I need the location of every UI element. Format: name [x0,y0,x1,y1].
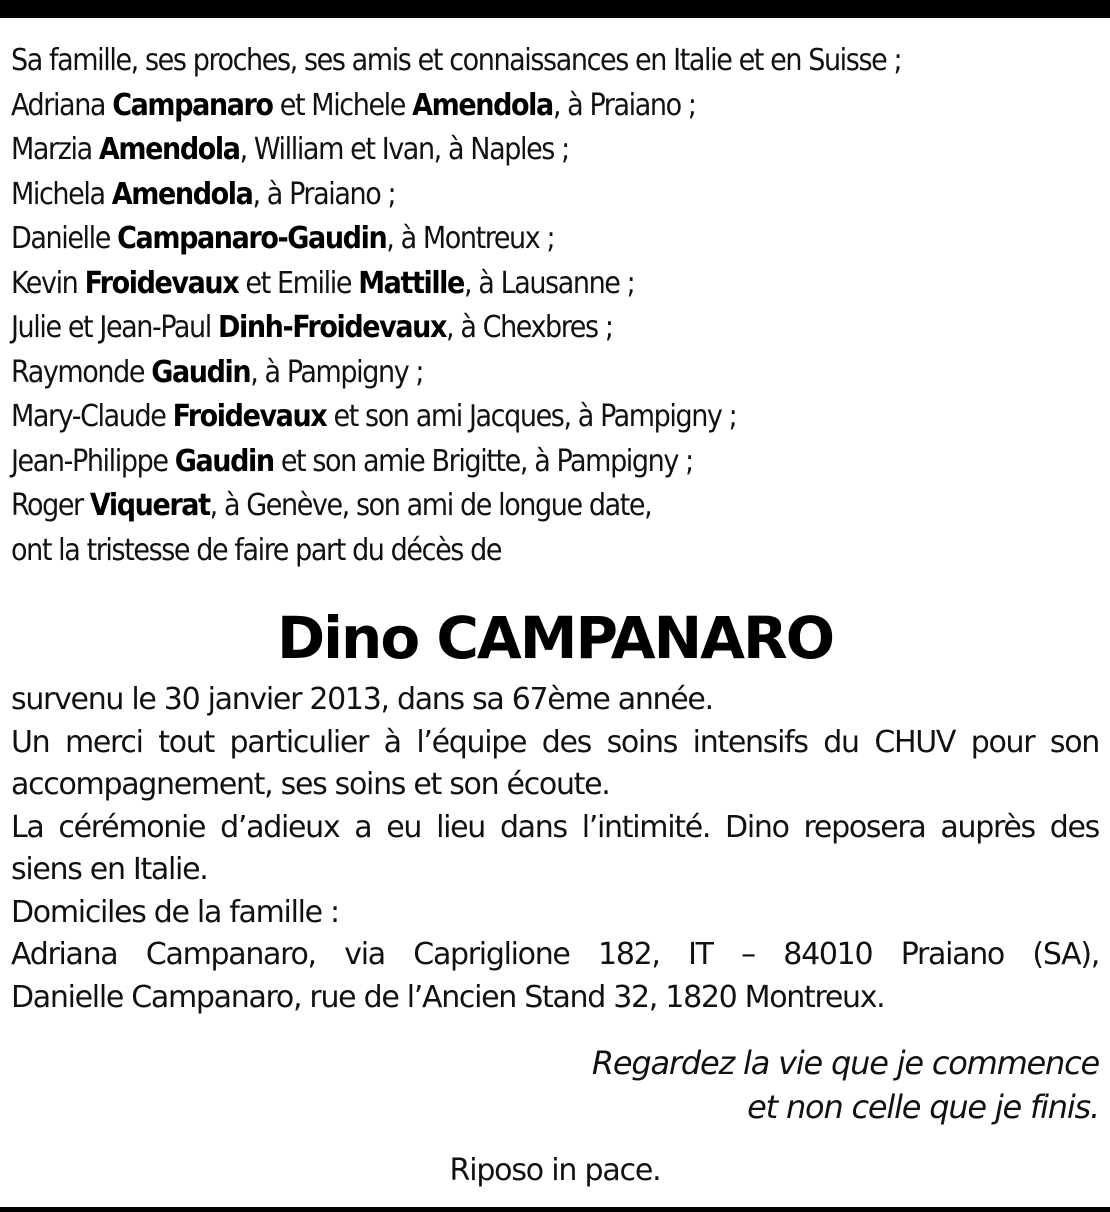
line-text: et son ami Jacques, à Pampigny ; [326,399,737,434]
surname: Mattille [358,265,464,301]
date-line: survenu le 30 janvier 2013, dans sa 67ème année. [11,682,713,717]
line-text: , à Praiano ; [252,176,396,212]
thanks-line-2: accompagnement, ses soins et son écoute. [11,767,610,802]
family-line [11,529,1099,574]
surname: Amendola [111,176,253,212]
surname: Gaudin [174,443,274,479]
line-text: Julie et Jean-Paul [11,310,218,345]
surname: Amendola [412,87,553,123]
line-text: Sa famille, ses proches, ses amis et connaissances en Italie et en Suisse ; [11,43,902,78]
closing-line: Riposo in pace. [449,1153,661,1188]
surname: Viquerat [89,488,210,523]
line-text: , à Montreux ; [386,221,555,256]
line-text: ont la tristesse de faire part du décès de [11,532,502,568]
line-text: Michela [11,176,112,212]
obituary-notice [11,39,1099,1188]
surname: Campanaro [112,87,273,123]
family-line [11,262,1099,307]
notice-body [11,679,1099,1019]
line-text: , à Praiano ; [552,87,696,123]
surname: Froidevaux [84,265,239,301]
surname: Gaudin [151,354,251,390]
family-line [11,351,1099,396]
family-list [11,39,1099,573]
line-text: Raymonde [11,354,152,390]
line-text: et Michele [272,87,413,123]
line-text: Danielle [11,221,118,256]
quote-line-1: Regardez la vie que je commence [591,1044,1099,1082]
line-text: Adriana [11,87,113,123]
line-text: , à Pampigny ; [250,354,424,390]
bottom-border [0,1207,1110,1212]
address-line-1: Adriana Campanaro, via Capriglione 182, IT – 84010 Praiano (SA), [11,937,1099,972]
family-line [11,306,1099,351]
line-text: Kevin [11,265,85,301]
top-border [0,0,1110,18]
line-text: Jean-Philippe [11,443,175,479]
address-line-2: Danielle Campanaro, rue de l’Ancien Stand 32, 1820 Montreux. [11,979,885,1015]
family-line [11,395,1099,440]
line-text: Roger [11,488,90,523]
surname: Campanaro-Gaudin [117,221,387,256]
quote [11,1041,1099,1129]
line-text: et son amie Brigitte, à Pampigny ; [273,443,693,479]
family-line [11,39,1099,84]
line-text: , à Lausanne ; [463,265,635,301]
family-line [11,128,1099,173]
quote-line-2: et non celle que je finis. [747,1088,1099,1126]
line-text: Marzia [11,132,99,167]
family-line [11,217,1099,262]
line-text: , William et Ivan, à Naples ; [239,132,569,167]
line-text: , à Chexbres ; [445,310,613,345]
family-line [11,440,1099,485]
family-line [11,173,1099,218]
thanks-line-1: Un merci tout particulier à l’équipe des soins intensifs du CHUV pour son [11,724,1099,760]
family-line [11,84,1099,129]
line-text: , à Genève, son ami de longue date, [209,488,652,523]
line-text: Mary-Claude [11,399,173,434]
domiciles-label: Domiciles de la famille : [11,894,339,930]
ceremony-line-2: siens en Italie. [11,852,208,887]
surname: Froidevaux [172,399,327,434]
surname: Dinh-Froidevaux [218,310,446,345]
deceased-name: Dino CAMPANARO [277,604,833,672]
ceremony-line-1: La cérémonie d’adieux a eu lieu dans l’intimité. Dino reposera auprès des [11,809,1099,845]
family-line [11,484,1099,529]
surname: Amendola [98,132,240,167]
line-text: et Emilie [238,265,359,301]
